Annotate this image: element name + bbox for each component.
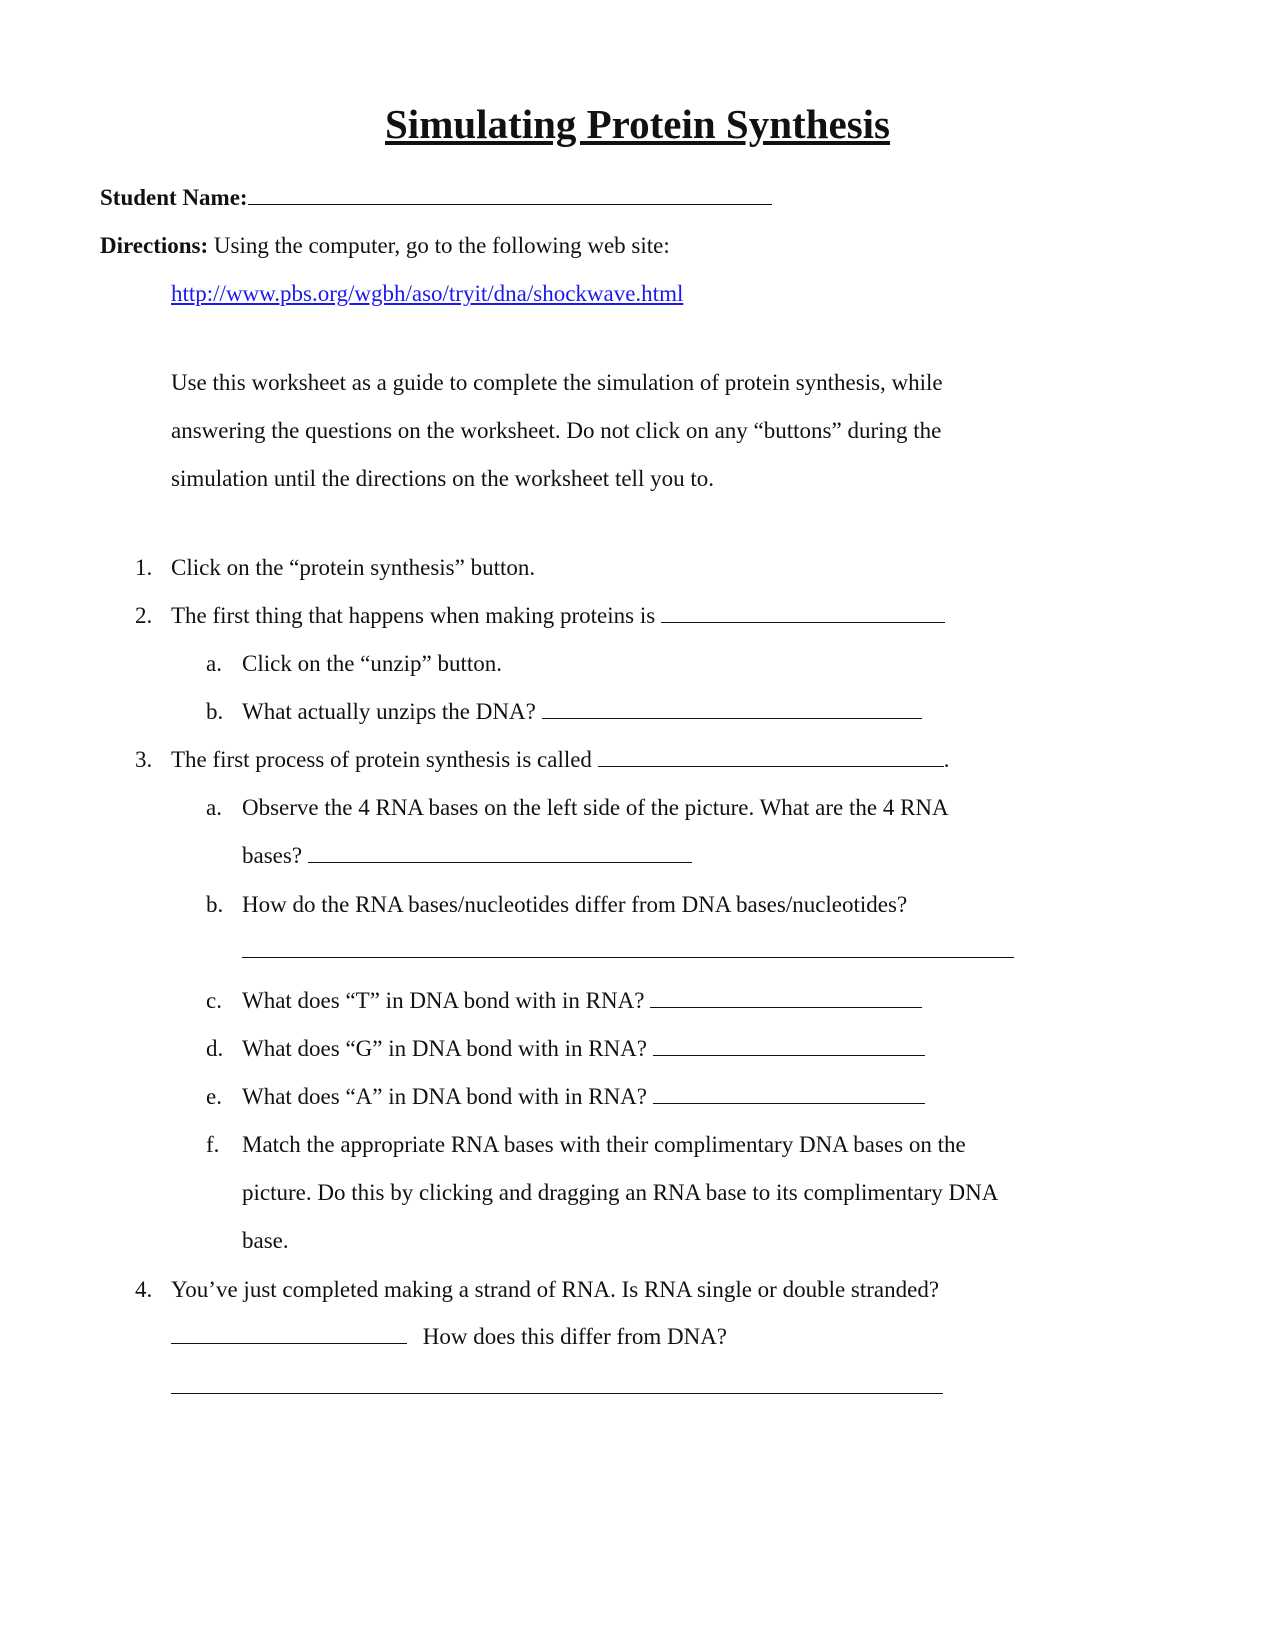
question-3e-text: What does “A” in DNA bond with in RNA? bbox=[242, 1084, 647, 1109]
question-3a-text-1: Observe the 4 RNA bases on the left side of the picture. What are the 4 RNA bbox=[242, 795, 949, 820]
sub-letter: f. bbox=[206, 1132, 220, 1157]
answer-blank[interactable] bbox=[242, 937, 1014, 958]
question-2b-row bbox=[242, 698, 922, 726]
sub-letter: e. bbox=[206, 1084, 222, 1109]
question-3-text: The first process of protein synthesis is called bbox=[171, 747, 592, 772]
answer-blank[interactable] bbox=[598, 746, 944, 767]
question-3f-text-3: base. bbox=[242, 1228, 289, 1253]
intro-line-3: simulation until the directions on the worksheet tell you to. bbox=[171, 466, 714, 491]
answer-blank[interactable] bbox=[653, 1035, 925, 1056]
answer-blank[interactable] bbox=[308, 842, 692, 863]
student-name-row bbox=[100, 184, 772, 212]
question-number: 3. bbox=[135, 747, 153, 772]
answer-blank[interactable] bbox=[661, 602, 945, 623]
question-number: 4. bbox=[135, 1277, 153, 1302]
sub-letter: c. bbox=[206, 988, 222, 1013]
website-link[interactable]: http://www.pbs.org/wgbh/aso/tryit/dna/shockwave.html bbox=[171, 281, 684, 306]
question-3b-answer-row bbox=[242, 937, 1014, 965]
answer-blank[interactable] bbox=[650, 987, 922, 1008]
question-4-row-2 bbox=[171, 1323, 727, 1351]
question-3f-text-1: Match the appropriate RNA bases with their complimentary DNA bases on the bbox=[242, 1132, 966, 1157]
intro-line-2: answering the questions on the worksheet. Do not click on any “buttons” during the bbox=[171, 418, 942, 443]
question-3b-text: How do the RNA bases/nucleotides differ from DNA bases/nucleotides? bbox=[242, 892, 908, 917]
sub-letter: b. bbox=[206, 699, 224, 724]
question-2b-text: What actually unzips the DNA? bbox=[242, 699, 536, 724]
question-3e-row bbox=[242, 1083, 925, 1111]
question-4-answer-row bbox=[171, 1373, 943, 1401]
question-4-follow-text: How does this differ from DNA? bbox=[422, 1324, 728, 1349]
sub-letter: a. bbox=[206, 651, 222, 676]
question-3c-text: What does “T” in DNA bond with in RNA? bbox=[242, 988, 645, 1013]
student-name-label: Student Name: bbox=[100, 185, 248, 210]
url-row bbox=[171, 280, 683, 308]
sub-letter: b. bbox=[206, 892, 224, 917]
question-3a-row-2 bbox=[242, 842, 692, 870]
page-title: Simulating Protein Synthesis bbox=[385, 101, 890, 147]
sub-letter: a. bbox=[206, 795, 222, 820]
question-3f-text-2: picture. Do this by clicking and dragging an RNA base to its complimentary DNA bbox=[242, 1180, 999, 1205]
answer-blank[interactable] bbox=[171, 1323, 407, 1344]
question-3c-row bbox=[242, 987, 922, 1015]
question-3d-text: What does “G” in DNA bond with in RNA? bbox=[242, 1036, 647, 1061]
answer-blank[interactable] bbox=[542, 698, 922, 719]
answer-blank[interactable] bbox=[653, 1083, 925, 1104]
question-4-text: You’ve just completed making a strand of RNA. Is RNA single or double stranded? bbox=[171, 1277, 940, 1302]
question-1-text: Click on the “protein synthesis” button. bbox=[171, 555, 536, 580]
answer-blank[interactable] bbox=[171, 1373, 943, 1394]
question-3d-row bbox=[242, 1035, 925, 1063]
question-3-row bbox=[171, 746, 949, 774]
question-3a-text-2: bases? bbox=[242, 843, 303, 868]
question-2-row bbox=[171, 602, 945, 630]
directions-text: Using the computer, go to the following web site: bbox=[213, 233, 670, 258]
question-2-text: The first thing that happens when making proteins is bbox=[171, 603, 656, 628]
sub-letter: d. bbox=[206, 1036, 224, 1061]
question-2a-text: Click on the “unzip” button. bbox=[242, 651, 502, 676]
intro-line-1: Use this worksheet as a guide to complete the simulation of protein synthesis, while bbox=[171, 370, 943, 395]
directions-label: Directions: bbox=[100, 233, 209, 258]
question-number: 1. bbox=[135, 555, 153, 580]
question-3-period: . bbox=[943, 747, 950, 772]
directions-row bbox=[100, 232, 670, 260]
student-name-field[interactable] bbox=[248, 184, 772, 205]
question-number: 2. bbox=[135, 603, 153, 628]
